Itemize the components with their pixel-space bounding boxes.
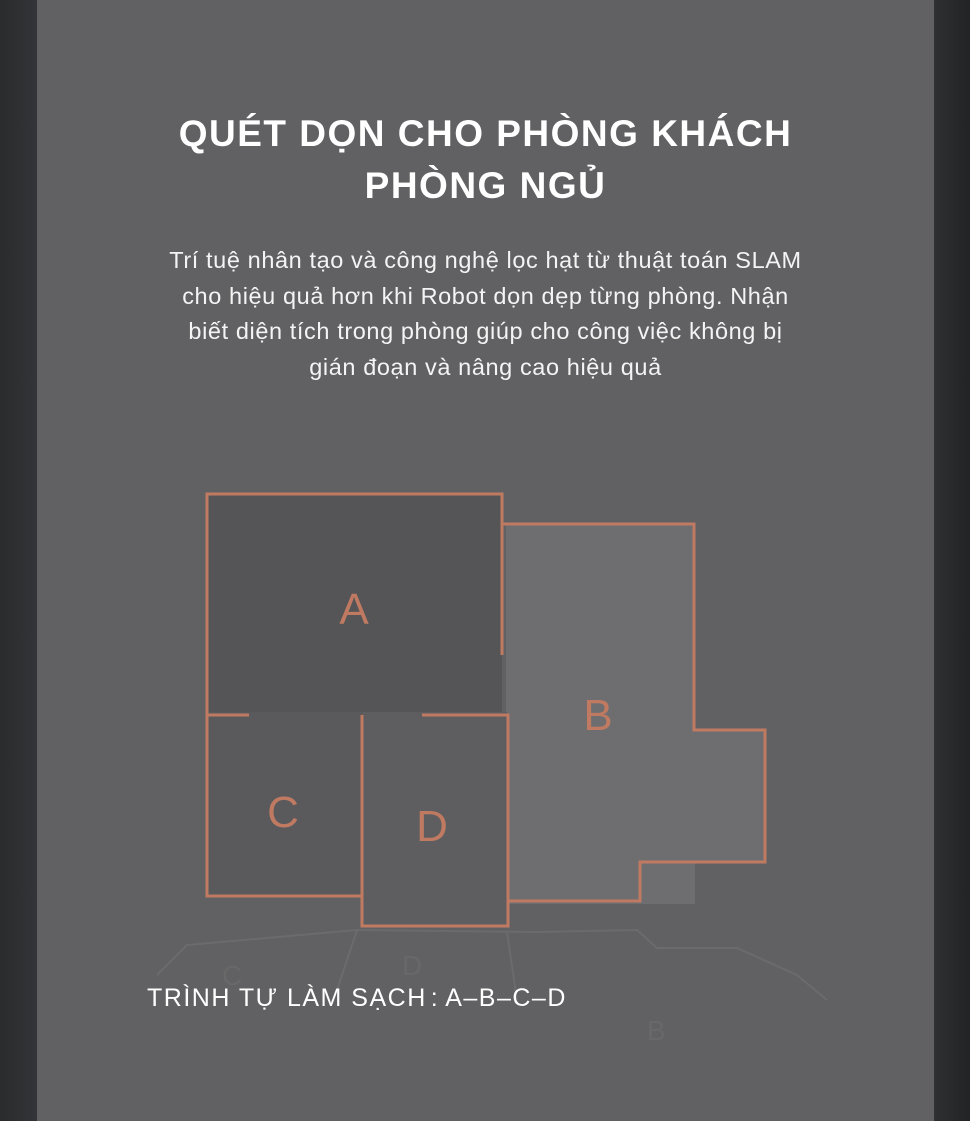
sequence-separator: : [430,984,440,1012]
sequence-label: TRÌNH TỰ LÀM SẠCH [147,984,427,1012]
heading-line-2: PHÒNG NGỦ [364,165,607,206]
description-line-3: biết diện tích trong phòng giúp cho công việc không bị [188,318,783,344]
description-line-4: gián đoạn và nâng cao hiệu quả [309,353,662,380]
description-line-1: Trí tuệ nhân tạo và công nghệ lọc hạt từ thuật toán SLAM [169,247,802,273]
floor-plan-diagram [37,0,934,1121]
room-label-a: A [339,585,369,634]
heading-line-1: QUÉT DỌN CHO PHÒNG KHÁCH [178,113,793,154]
left-frame-edge [0,0,37,1121]
sequence-order: A–B–C–D [445,984,567,1012]
description-line-2: cho hiệu quả hơn khi Robot dọn dẹp từng phòng. Nhận [182,282,789,309]
cleaning-sequence [147,984,567,1013]
room-b-fill-wing [692,729,766,862]
room-label-c: C [267,788,299,837]
reflection-label-c: C [222,960,243,991]
room-label-b: B [583,691,613,740]
reflection-label-d: D [402,950,423,981]
room-label-d: D [416,802,448,851]
feature-panel [37,0,934,1121]
reflection-label-b: B [647,1015,666,1046]
right-frame-edge [934,0,970,1121]
room-b-fill-bottom [506,860,641,902]
